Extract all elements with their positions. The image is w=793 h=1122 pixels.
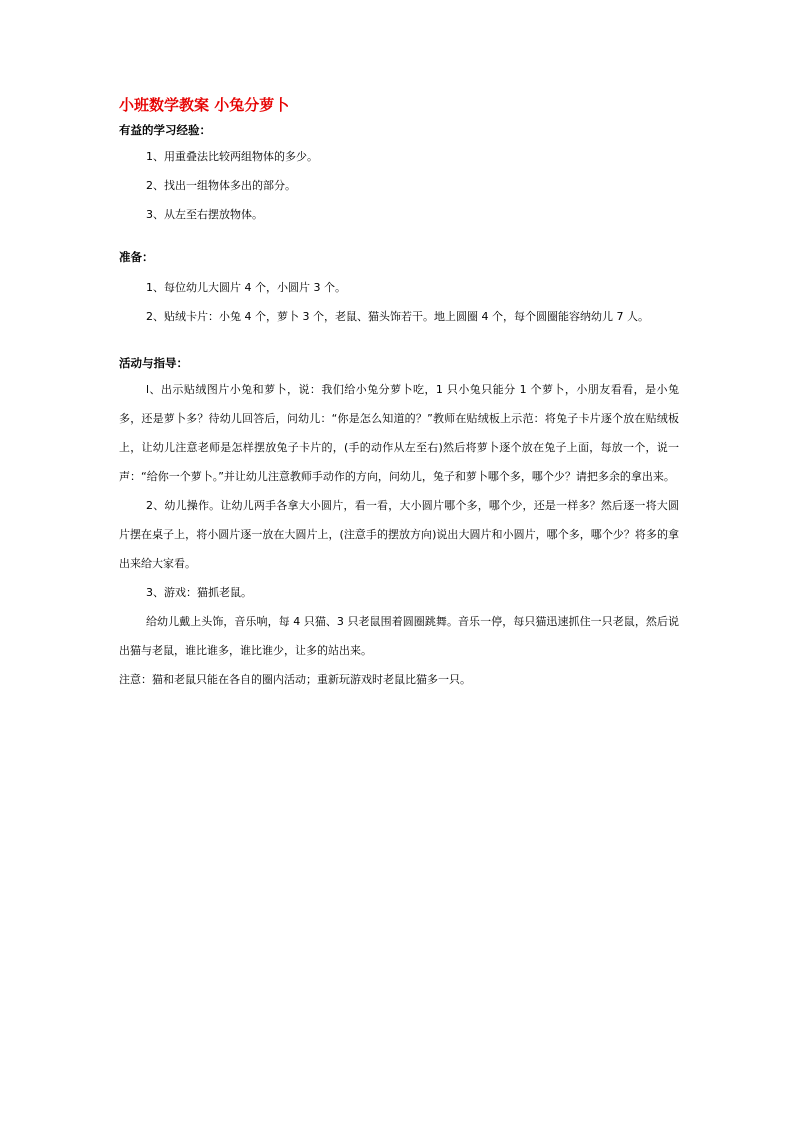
experience-item: 2、找出一组物体多出的部分。 <box>146 179 296 192</box>
activity-paragraph: 3、游戏：猫抓老鼠。 <box>146 586 252 599</box>
experience-item: 1、用重叠法比较两组物体的多少。 <box>146 150 318 163</box>
experience-item: 3、从左至右摆放物体。 <box>146 208 263 221</box>
activities-heading: 活动与指导： <box>119 356 188 370</box>
preparation-item: 2、贴绒卡片：小兔 4 个，萝卜 3 个，老鼠、猫头饰若干。地上圆圈 4 个，每个圆圈能容纳幼儿 7 人。 <box>146 310 649 323</box>
preparation-item: 1、每位幼儿大圆片 4 个，小圆片 3 个。 <box>146 281 346 294</box>
document-page <box>119 94 679 694</box>
preparation-heading: 准备： <box>119 250 154 264</box>
activity-paragraph: 给幼儿戴上头饰，音乐响，每 4 只猫、3 只老鼠围着圆圈跳舞。音乐一停，每只猫迅速抓住一只老鼠，然后说出猫与老鼠，谁比谁多，谁比谁少，让多的站出来。 <box>119 615 679 657</box>
document-title: 小班数学教案 小兔分萝卜 <box>119 96 290 114</box>
experience-heading: 有益的学习经验： <box>119 123 211 137</box>
activity-paragraph: l、出示贴绒图片小兔和萝卜，说：我们给小兔分萝卜吃，1 只小兔只能分 1 个萝卜，小朋友看看，是小兔多，还是萝卜多？待幼儿回答后，问幼儿：“你是怎么知道的？”教师在贴绒板上示范：将兔子卡片逐个放在贴绒板上，让幼儿注意老师是怎样摆放兔子卡片的，(手的动作从左至右)然后将萝卜逐个放在兔子上面，每放一个，说一声：“给你一个萝卜。”并让幼儿注意教师手动作的方向，问幼儿，兔子和萝卜哪个多，哪个少？请把多余的拿出来。 <box>119 383 679 483</box>
note-text: 注意：猫和老鼠只能在各自的圈内活动；重新玩游戏时老鼠比猫多一只。 <box>119 673 471 686</box>
activity-paragraph: 2、幼儿操作。让幼儿两手各拿大小圆片，看一看，大小圆片哪个多，哪个少，还是一样多？然后逐一将大圆片摆在桌子上，将小圆片逐一放在大圆片上，(注意手的摆放方向)说出大圆片和小圆片，哪个多，哪个少？将多的拿出来给大家看。 <box>119 499 679 570</box>
